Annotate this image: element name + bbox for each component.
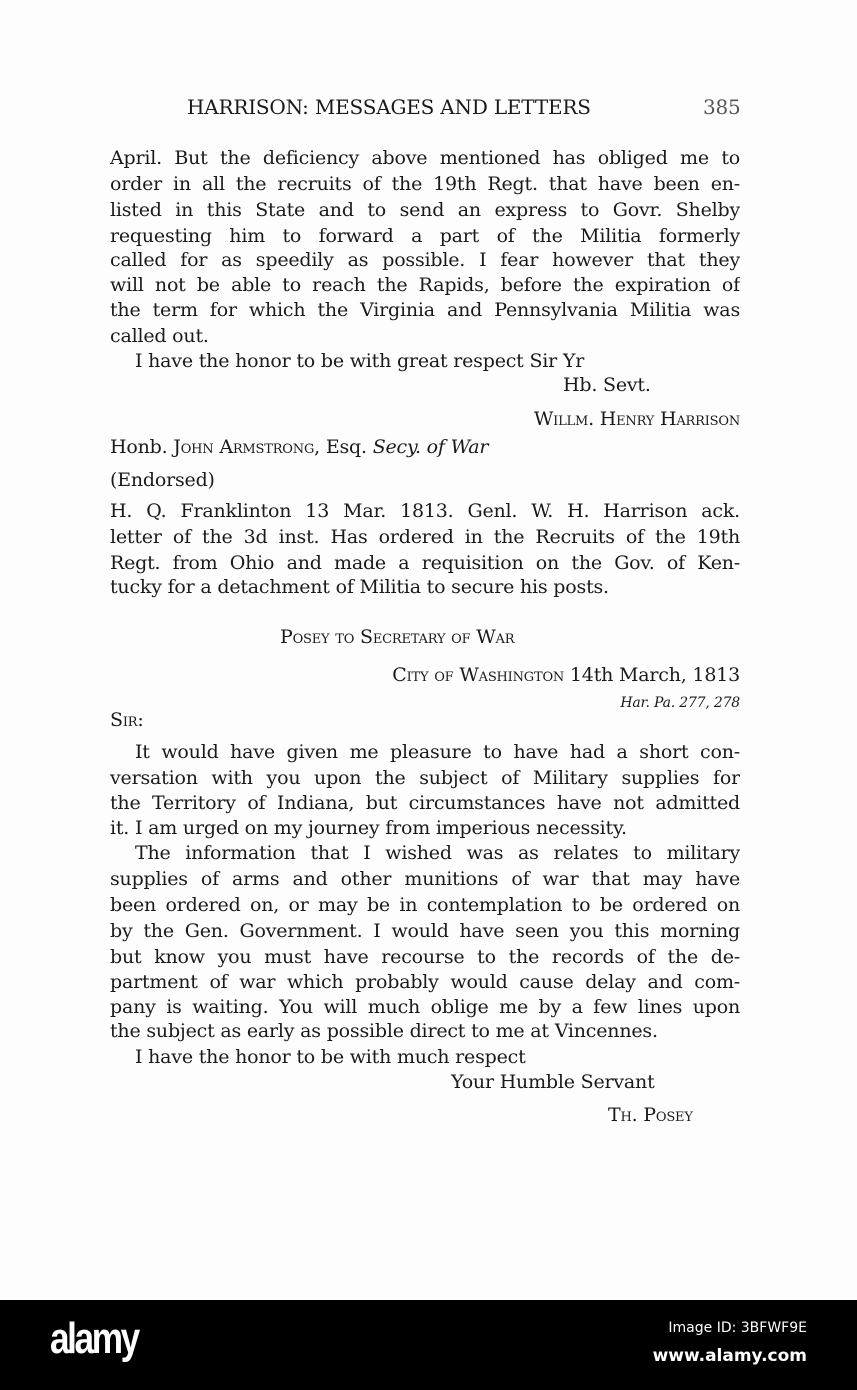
text-line: supplies of arms and other munitions of war that may have [110,868,740,890]
text-line: by the Gen. Government. I would have seen you this morning [110,920,740,942]
text-line: the term for which the Virginia and Pennsylvania Militia was [110,299,740,321]
text-line: It would have given me pleasure to have had a short con- [135,741,740,763]
letter2-closing2: Your Humble Servant [451,1071,655,1093]
endorsed-label: (Endorsed) [110,469,215,491]
text-line: will not be able to reach the Rapids, before the expiration of [110,274,740,296]
text-line: the Territory of Indiana, but circumstances have not admitted [110,792,740,814]
text-line: but know you must have recourse to the records of the de- [110,946,740,968]
letter2-closing: I have the honor to be with much respect [135,1046,526,1068]
text-line: listed in this State and to send an express to Govr. Shelby [110,199,740,221]
addressee-prefix: Honb. [110,436,168,458]
text-line: called out. [110,325,209,347]
letter2-source: Har. Pa. 277, 278 [620,695,740,711]
text-line: partment of war which probably would cause delay and com- [110,971,740,993]
letter2-salutation: Sir: [110,709,144,731]
text-line: been ordered on, or may be in contemplation to be ordered on [110,894,740,916]
running-header: HARRISON: MESSAGES AND LETTERS [187,95,591,119]
site-url: www.alamy.com [652,1346,807,1366]
letter2-place: City of Washington [392,664,565,686]
addressee-name: John Armstrong, [173,436,320,458]
text-line: H. Q. Franklinton 13 Mar. 1813. Genl. W. H. Harrison ack. [110,500,740,522]
alamy-logo: alamy [50,1314,138,1363]
text-line: the subject as early as possible direct to me at Vincennes. [110,1020,658,1042]
image-id: Image ID: 3BFWF9E [668,1320,807,1336]
letter1-signature: Willm. Henry Harrison [533,408,740,430]
text-line: pany is waiting. You will much oblige me by a few lines upon [110,996,740,1018]
addressee-suffix: Esq. [325,436,367,458]
text-line: letter of the 3d inst. Has ordered in the Recruits of the 19th [110,526,740,548]
watermark-footer [0,1300,857,1390]
letter2-heading: Posey to Secretary of War [280,626,515,648]
text-line: versation with you upon the subject of Military supplies for [110,767,740,789]
letter2-dateline [392,662,740,688]
text-line: Regt. from Ohio and made a requisition on the Gov. of Ken- [110,552,740,574]
text-line: The information that I wished was as relates to military [135,842,740,864]
letter1-closing: I have the honor to be with great respect Sir Yr [135,350,585,372]
letter2-date: 14th March, 1813 [569,664,740,686]
text-line: called for as speedily as possible. I fear however that they [110,249,740,271]
letter1-addressee [110,434,488,460]
letter1-closing2: Hb. Sevt. [563,374,651,396]
text-line: tucky for a detachment of Militia to secure his posts. [110,576,609,598]
text-line: requesting him to forward a part of the Militia formerly [110,225,740,247]
text-line: order in all the recruits of the 19th Regt. that have been en- [110,173,740,195]
text-line: it. I am urged on my journey from imperious necessity. [110,817,627,839]
letter2-signature: Th. Posey [608,1104,693,1126]
addressee-title: Secy. of War [372,436,489,458]
page-number: 385 [703,95,741,119]
text-line: April. But the deficiency above mentioned has obliged me to [110,147,740,169]
